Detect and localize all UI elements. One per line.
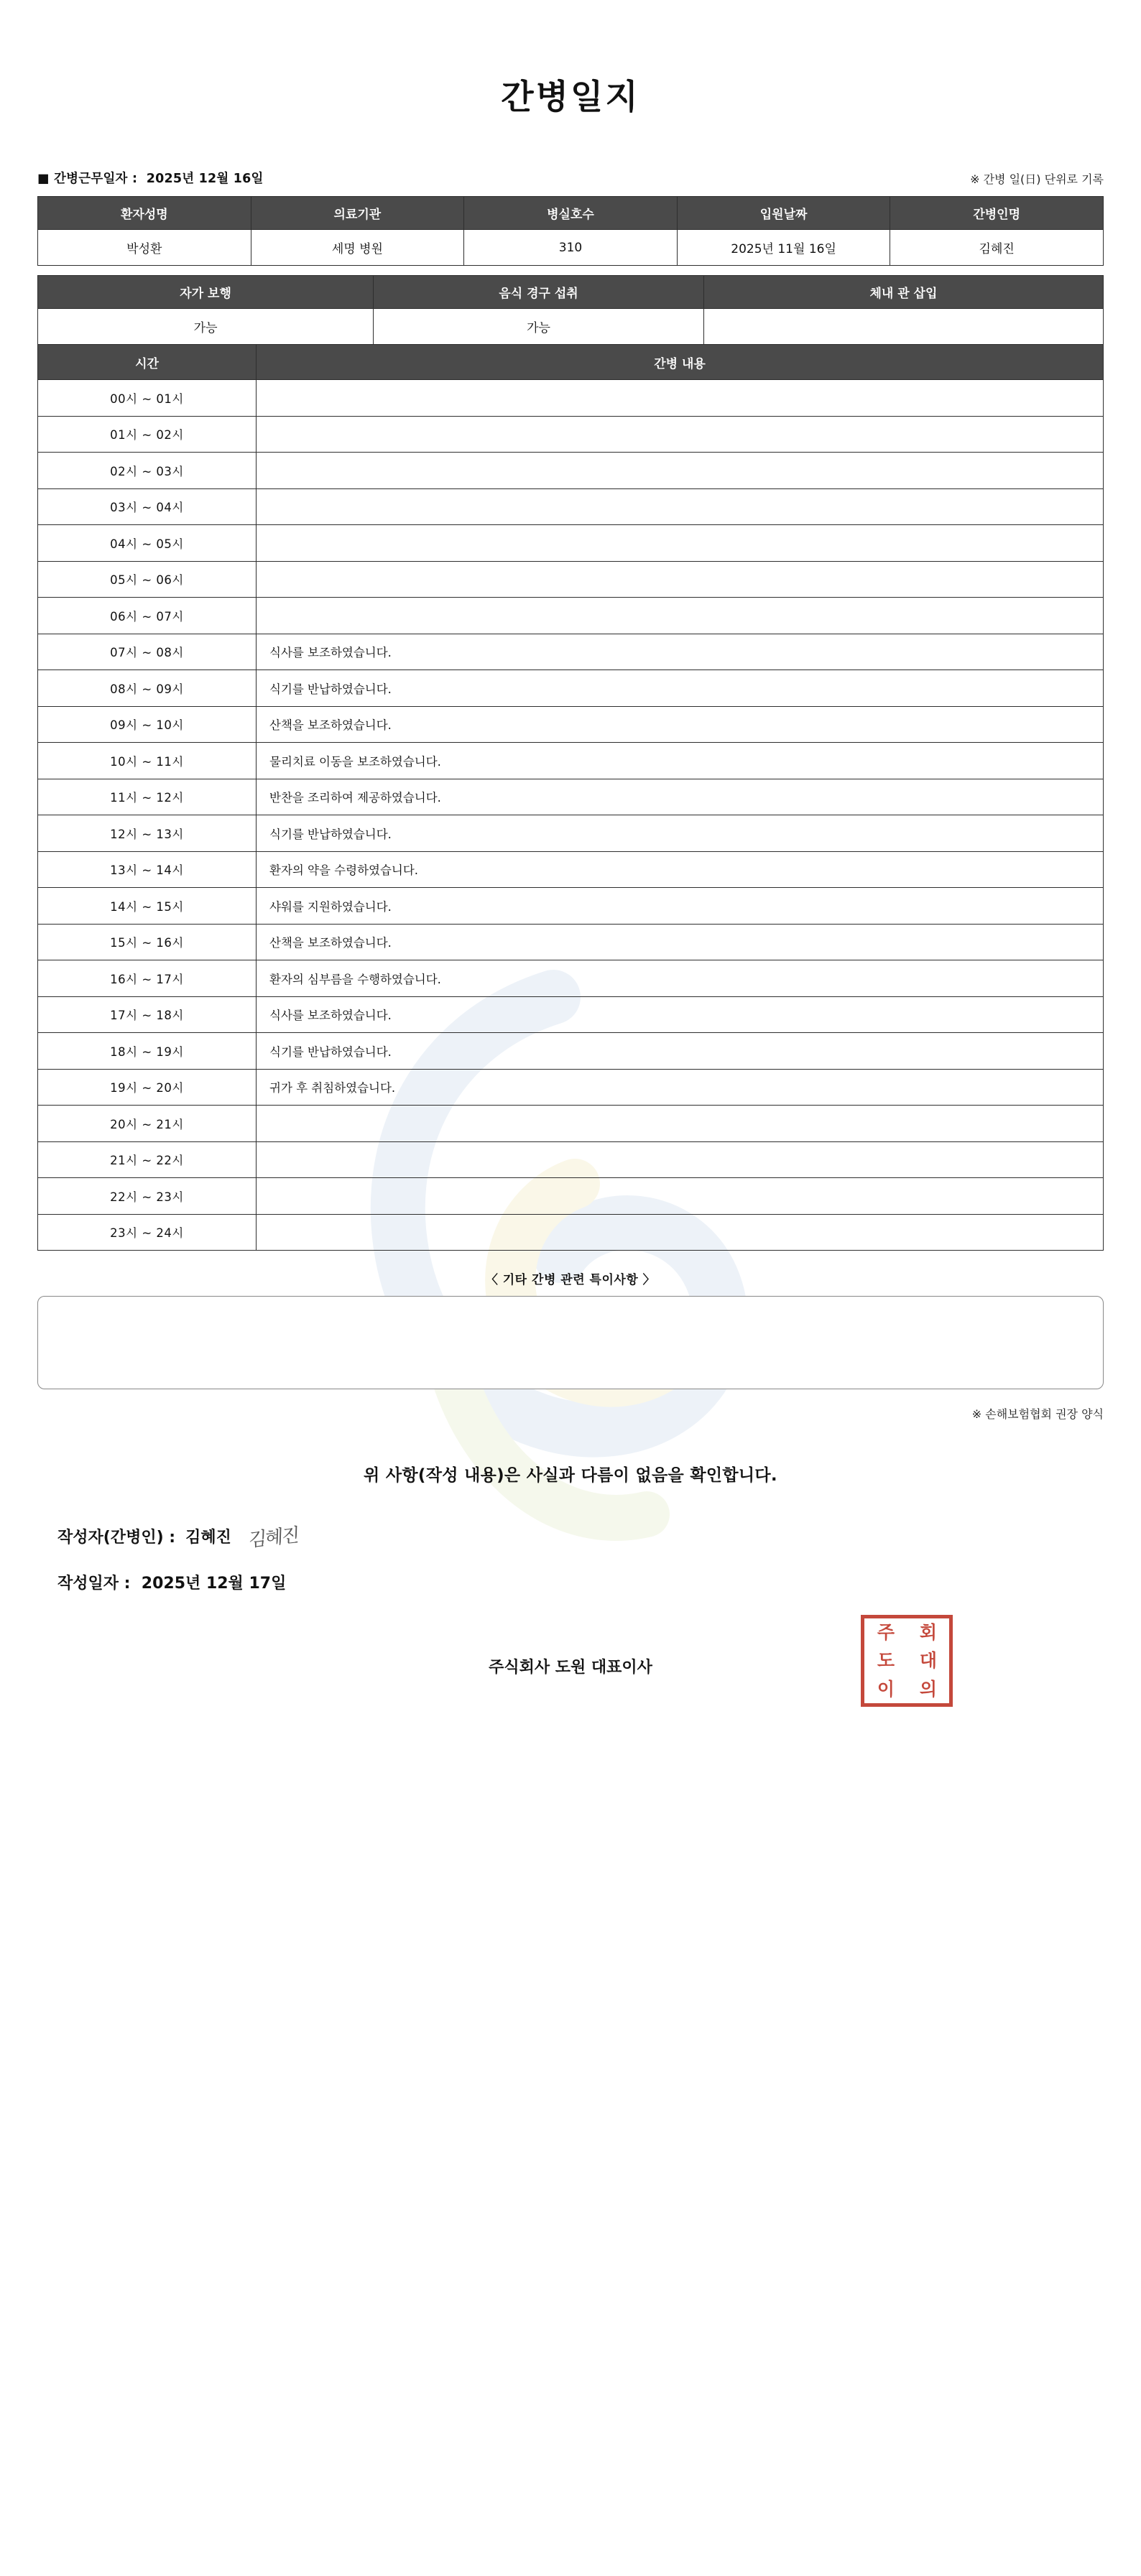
cell-note[interactable]: [257, 1106, 1104, 1142]
association-note: ※ 손해보험협회 권장 양식: [971, 1407, 1104, 1421]
cell-note[interactable]: 식기를 반납하였습니다.: [257, 670, 1104, 707]
condition-table: [37, 275, 1104, 345]
cell-time: 07시 ~ 08시: [38, 634, 257, 670]
cell-time: 11시 ~ 12시: [38, 779, 257, 815]
stamp-char: 도: [877, 1650, 895, 1672]
table-row: [38, 996, 1104, 1033]
table-row: [38, 309, 1104, 345]
cell-time: 09시 ~ 10시: [38, 706, 257, 743]
cell-note[interactable]: 귀가 후 취침하였습니다.: [257, 1069, 1104, 1106]
cell-time: 13시 ~ 14시: [38, 851, 257, 888]
table-row-headers: [38, 276, 1104, 309]
cell-time: 05시 ~ 06시: [38, 561, 257, 598]
table-row: [38, 1069, 1104, 1106]
cell-note[interactable]: 샤워를 지원하였습니다.: [257, 888, 1104, 925]
cell-time: 01시 ~ 02시: [38, 416, 257, 453]
table-row: [38, 1106, 1104, 1142]
cell-time: 00시 ~ 01시: [38, 380, 257, 417]
stamp-char: 이: [877, 1678, 895, 1700]
cell-time: 14시 ~ 15시: [38, 888, 257, 925]
header-caregiver-name: 간병인명: [890, 197, 1104, 230]
cell-time: 10시 ~ 11시: [38, 743, 257, 779]
cell-time: 02시 ~ 03시: [38, 453, 257, 489]
table-row: [38, 561, 1104, 598]
value-patient-name: 박성환: [38, 230, 251, 266]
cell-note[interactable]: [257, 416, 1104, 453]
cell-note[interactable]: 식사를 보조하였습니다.: [257, 996, 1104, 1033]
table-row: [38, 1178, 1104, 1215]
table-row: [38, 888, 1104, 925]
value-tube-insertion: [703, 309, 1103, 345]
value-medical-institution: 세명 병원: [251, 230, 464, 266]
value-room-number: 310: [464, 230, 678, 266]
writer-name: 김혜진: [185, 1529, 231, 1547]
cell-time: 03시 ~ 04시: [38, 488, 257, 525]
table-row: [38, 1214, 1104, 1251]
meta-row: [37, 169, 1104, 187]
table-row: [38, 634, 1104, 670]
hourly-log-table: [37, 344, 1104, 1251]
table-row: [38, 779, 1104, 815]
cell-note[interactable]: [257, 1178, 1104, 1215]
work-date-value: 2025년 12월 16일: [146, 172, 264, 186]
header-care-content: 간병 내용: [257, 345, 1104, 380]
stamp-char: 대: [919, 1650, 937, 1672]
writer-label: 작성자(간병인) :: [57, 1529, 176, 1547]
cell-time: 19시 ~ 20시: [38, 1069, 257, 1106]
cell-time: 15시 ~ 16시: [38, 924, 257, 960]
header-self-walking: 자가 보행: [38, 276, 374, 309]
company-seal-stamp: [861, 1615, 953, 1707]
cell-time: 23시 ~ 24시: [38, 1214, 257, 1251]
value-admission-date: 2025년 11월 16일: [677, 230, 890, 266]
cell-note[interactable]: 물리치료 이동을 보조하였습니다.: [257, 743, 1104, 779]
write-date-value: 2025년 12월 17일: [141, 1575, 287, 1593]
cell-time: 04시 ~ 05시: [38, 525, 257, 562]
remarks-textarea[interactable]: [37, 1296, 1104, 1389]
writer-row: [57, 1523, 1104, 1552]
cell-note[interactable]: 식기를 반납하였습니다.: [257, 1033, 1104, 1070]
cell-note[interactable]: 산책을 보조하였습니다.: [257, 924, 1104, 960]
cell-time: 21시 ~ 22시: [38, 1141, 257, 1178]
table-row: [38, 815, 1104, 852]
table-row: [38, 1033, 1104, 1070]
table-row: [38, 416, 1104, 453]
signature-mark: 김혜진: [248, 1524, 299, 1552]
cell-note[interactable]: [257, 453, 1104, 489]
cell-time: 06시 ~ 07시: [38, 598, 257, 634]
document-page: [0, 70, 1141, 2576]
confirmation-text: 위 사항(작성 내용)은 사실과 다름이 없음을 확인합니다.: [364, 1466, 777, 1485]
header-tube-insertion: 체내 관 삽입: [703, 276, 1103, 309]
cell-note[interactable]: 환자의 심부름을 수행하였습니다.: [257, 960, 1104, 997]
record-unit-note: ※ 간병 일(日) 단위로 기록: [970, 172, 1104, 186]
cell-time: 20시 ~ 21시: [38, 1106, 257, 1142]
table-row: [38, 924, 1104, 960]
value-self-walking: 가능: [38, 309, 374, 345]
table-row: [38, 230, 1104, 266]
header-oral-intake: 음식 경구 섭취: [374, 276, 704, 309]
header-medical-institution: 의료기관: [251, 197, 464, 230]
table-row: [38, 706, 1104, 743]
cell-time: 08시 ~ 09시: [38, 670, 257, 707]
cell-note[interactable]: [257, 598, 1104, 634]
table-row: [38, 743, 1104, 779]
header-room-number: 병실호수: [464, 197, 678, 230]
stamp-char: 회: [919, 1622, 937, 1644]
table-row: [38, 960, 1104, 997]
stamp-char: 주: [877, 1622, 895, 1644]
cell-time: 22시 ~ 23시: [38, 1178, 257, 1215]
table-row: [38, 380, 1104, 417]
cell-note[interactable]: 산책을 보조하였습니다.: [257, 706, 1104, 743]
table-row: [38, 1141, 1104, 1178]
table-row-headers: [38, 345, 1104, 380]
table-row: [38, 525, 1104, 562]
cell-note[interactable]: [257, 561, 1104, 598]
header-patient-name: 환자성명: [38, 197, 251, 230]
cell-note[interactable]: [257, 380, 1104, 417]
cell-note[interactable]: 식사를 보조하였습니다.: [257, 634, 1104, 670]
cell-note[interactable]: [257, 525, 1104, 562]
cell-note[interactable]: [257, 1141, 1104, 1178]
table-row: [38, 670, 1104, 707]
table-row: [38, 851, 1104, 888]
table-row: [38, 453, 1104, 489]
cell-note[interactable]: 식기를 반납하였습니다.: [257, 815, 1104, 852]
cell-time: 18시 ~ 19시: [38, 1033, 257, 1070]
table-row-headers: [38, 197, 1104, 230]
header-time: 시간: [38, 345, 257, 380]
cell-note[interactable]: [257, 1214, 1104, 1251]
work-date-label: ■ 간병근무일자 :: [37, 172, 138, 186]
cell-time: 16시 ~ 17시: [38, 960, 257, 997]
patient-info-table: [37, 196, 1104, 266]
cell-time: 17시 ~ 18시: [38, 996, 257, 1033]
hourly-log-body: [38, 380, 1104, 1251]
value-oral-intake: 가능: [374, 309, 704, 345]
remarks-caption: 〈 기타 간병 관련 특이사항 〉: [485, 1273, 656, 1287]
write-date-label: 작성일자 :: [57, 1575, 131, 1593]
cell-note[interactable]: [257, 488, 1104, 525]
cell-note[interactable]: 반찬을 조리하여 제공하였습니다.: [257, 779, 1104, 815]
stamp-char: 의: [919, 1678, 937, 1700]
write-date-row: [57, 1571, 1104, 1593]
cell-time: 12시 ~ 13시: [38, 815, 257, 852]
table-row: [38, 598, 1104, 634]
company-text: 주식회사 도원 대표이사: [489, 1659, 652, 1677]
company-footer: [37, 1622, 1104, 1720]
value-caregiver-name: 김혜진: [890, 230, 1104, 266]
table-row: [38, 488, 1104, 525]
page-title: 간병일지: [501, 78, 640, 117]
header-admission-date: 입원날짜: [677, 197, 890, 230]
cell-note[interactable]: 환자의 약을 수령하였습니다.: [257, 851, 1104, 888]
work-date: [37, 169, 264, 187]
